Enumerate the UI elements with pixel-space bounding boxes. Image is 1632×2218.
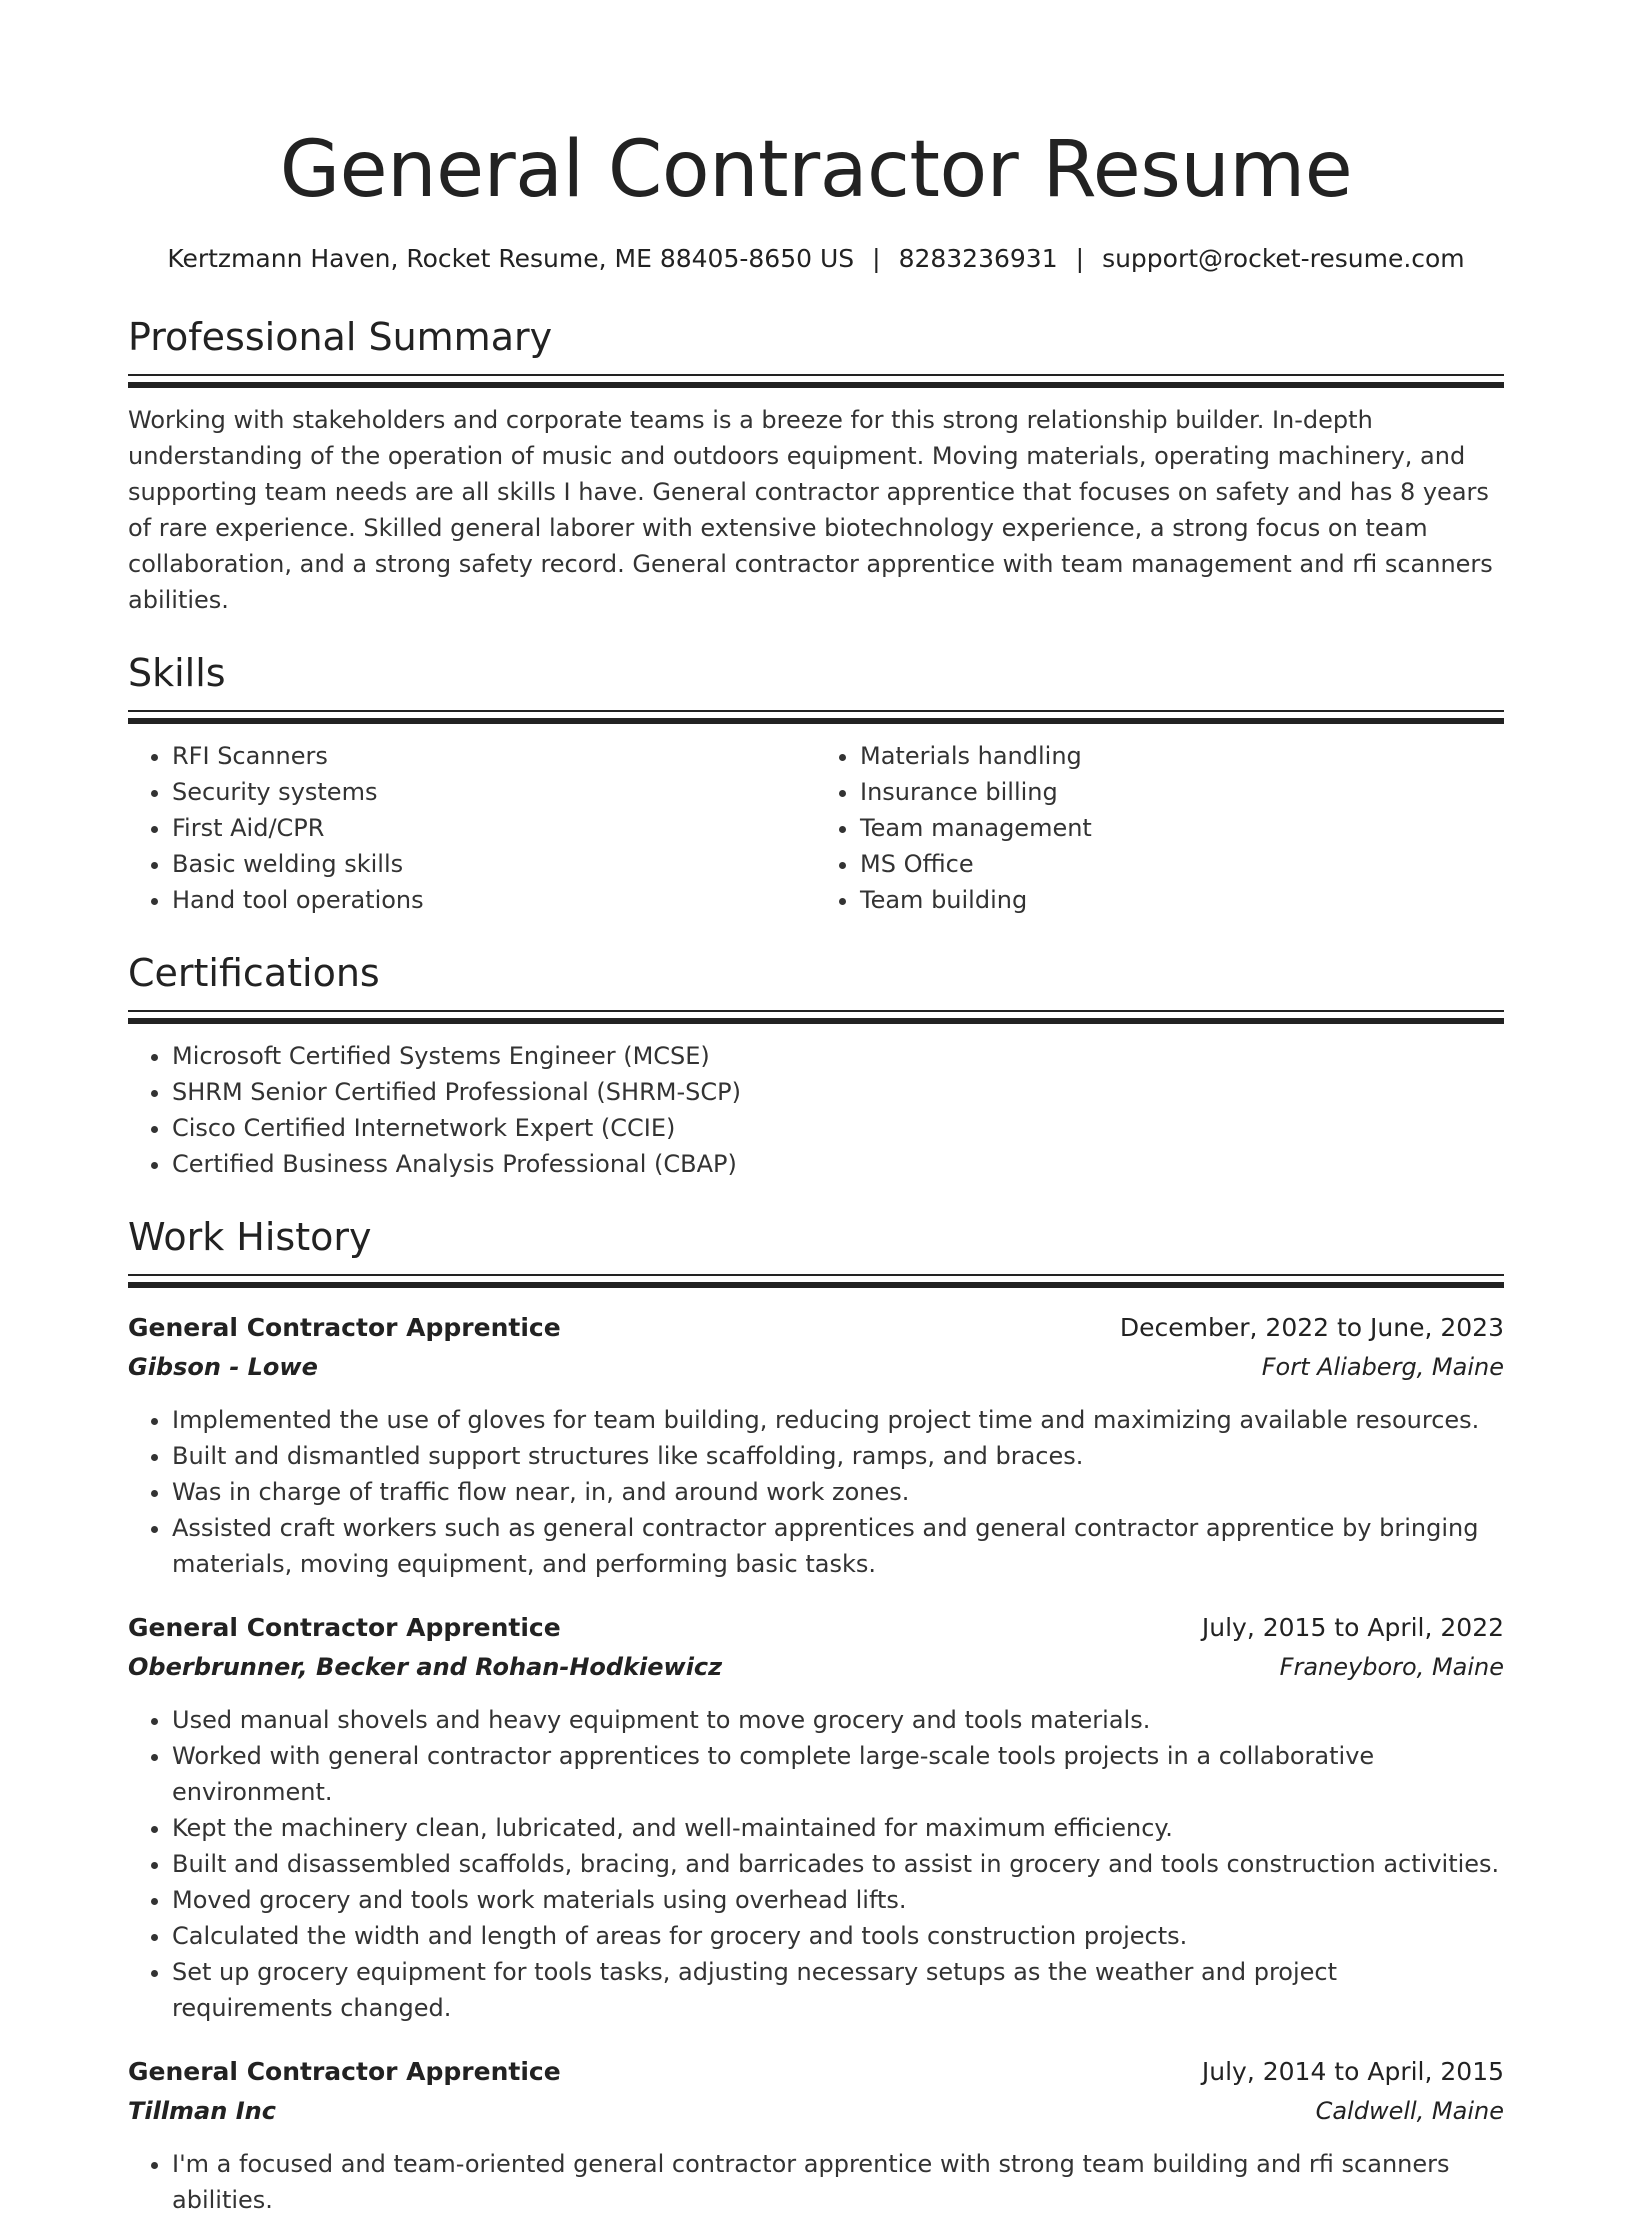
skills-column-left: [128, 738, 816, 918]
resume-title: General Contractor Resume: [279, 125, 1353, 215]
skill-item: • Hand tool operations: [172, 882, 816, 918]
section-divider: [128, 1010, 1504, 1012]
skill-item: • Team building: [860, 882, 1504, 918]
job-bullet: • Built and disassembled scaffolds, bracing, and barricades to assist in grocery and tools construction activities.: [172, 1846, 1504, 1882]
job-bullet: • Used manual shovels and heavy equipment to move grocery and tools materials.: [172, 1702, 1504, 1738]
job-dates: December, 2022 to June, 2023: [1119, 1313, 1504, 1342]
section-divider-thick: [128, 1018, 1504, 1024]
resume-page: [128, 0, 1504, 2218]
job-entry: [128, 1308, 1504, 1582]
section-divider: [128, 1274, 1504, 1276]
certification-item: • Cisco Certified Internetwork Expert (CCIE): [172, 1110, 1504, 1146]
job-dates: July, 2015 to April, 2022: [1201, 1613, 1504, 1642]
certifications-list: [128, 1038, 1504, 1182]
section-divider-thick: [128, 718, 1504, 724]
section-heading-skills: Skills: [128, 651, 226, 695]
job-entry: [128, 1608, 1504, 2026]
section-heading-work-history: Work History: [128, 1215, 372, 1259]
skill-item: • Materials handling: [860, 738, 1504, 774]
job-bullet: • Implemented the use of gloves for team building, reducing project time and maximizing available resources.: [172, 1402, 1504, 1438]
section-heading-summary: Professional Summary: [128, 315, 553, 359]
skill-item: • Security systems: [172, 774, 816, 810]
skills-column-right: [816, 738, 1504, 918]
job-bullet: • Assisted craft workers such as general contractor apprentices and general contractor apprentice by bringing materials, moving equipment, and performing basic tasks.: [172, 1510, 1504, 1582]
contact-line: [128, 242, 1504, 276]
skills-section: [128, 648, 1504, 918]
skill-item: • Basic welding skills: [172, 846, 816, 882]
contact-separator: |: [872, 244, 881, 273]
phone: 8283236931: [898, 244, 1058, 273]
contact-separator: |: [1075, 244, 1085, 273]
job-title: General Contractor Apprentice: [128, 2057, 561, 2086]
skill-item: • Team management: [860, 810, 1504, 846]
section-divider: [128, 374, 1504, 376]
job-title: General Contractor Apprentice: [128, 1313, 561, 1342]
section-divider: [128, 710, 1504, 712]
skill-item: • RFI Scanners: [172, 738, 816, 774]
job-location: Franeyboro, Maine: [1279, 1653, 1504, 1681]
job-bullet: • I'm a focused and team-oriented general contractor apprentice with strong team building and rfi scanners abilities.: [172, 2146, 1504, 2218]
job-bullet: • Moved grocery and tools work materials using overhead lifts.: [172, 1882, 1504, 1918]
certification-item: • SHRM Senior Certified Professional (SHRM-SCP): [172, 1074, 1504, 1110]
section-heading-certifications: Certifications: [128, 951, 380, 995]
job-location: Fort Aliaberg, Maine: [1261, 1353, 1504, 1381]
skill-item: • Insurance billing: [860, 774, 1504, 810]
certifications-section: [128, 948, 1504, 1182]
skill-item: • MS Office: [860, 846, 1504, 882]
job-company: Oberbrunner, Becker and Rohan-Hodkiewicz: [128, 1653, 723, 1681]
skills-grid: [128, 738, 1504, 918]
job-title: General Contractor Apprentice: [128, 1613, 561, 1642]
work-history-section: [128, 1212, 1504, 2218]
section-divider-thick: [128, 382, 1504, 388]
job-location: Caldwell, Maine: [1315, 2097, 1504, 2125]
section-divider-thick: [128, 1282, 1504, 1288]
job-entry: [128, 2052, 1504, 2218]
summary-section: [128, 312, 1504, 618]
job-bullet: • Kept the machinery clean, lubricated, and well-maintained for maximum efficiency.: [172, 1810, 1504, 1846]
certification-item: • Certified Business Analysis Professional (CBAP): [172, 1146, 1504, 1182]
job-bullet: • Built and dismantled support structures like scaffolding, ramps, and braces.: [172, 1438, 1504, 1474]
job-bullet: • Was in charge of traffic flow near, in, and around work zones.: [172, 1474, 1504, 1510]
job-bullet: • Set up grocery equipment for tools tasks, adjusting necessary setups as the weather and project requirements changed.: [172, 1954, 1504, 2026]
job-company: Tillman Inc: [128, 2097, 276, 2125]
job-dates: July, 2014 to April, 2015: [1201, 2057, 1504, 2086]
address: Kertzmann Haven, Rocket Resume, ME 88405-8650 US: [167, 244, 855, 273]
email: support@rocket-resume.com: [1102, 244, 1465, 273]
job-bullet: • Worked with general contractor apprentices to complete large-scale tools projects in a collaborative environment.: [172, 1738, 1504, 1810]
skill-item: • First Aid/CPR: [172, 810, 816, 846]
certification-item: • Microsoft Certified Systems Engineer (MCSE): [172, 1038, 1504, 1074]
job-company: Gibson - Lowe: [128, 1353, 318, 1381]
summary-text: Working with stakeholders and corporate teams is a breeze for this strong relationship builder. In-depth understanding of the operation of music and outdoors equipment. Moving materials, operating machinery, and supporting team needs are all skills I have. General contractor apprentice that focuses on safety and has 8 years of rare experience. Skilled general laborer with extensive biotechnology experience, a strong focus on team collaboration, and a strong safety record. General contractor apprentice with team management and rfi scanners abilities.: [128, 406, 1493, 614]
job-bullet: • Calculated the width and length of areas for grocery and tools construction projects.: [172, 1918, 1504, 1954]
